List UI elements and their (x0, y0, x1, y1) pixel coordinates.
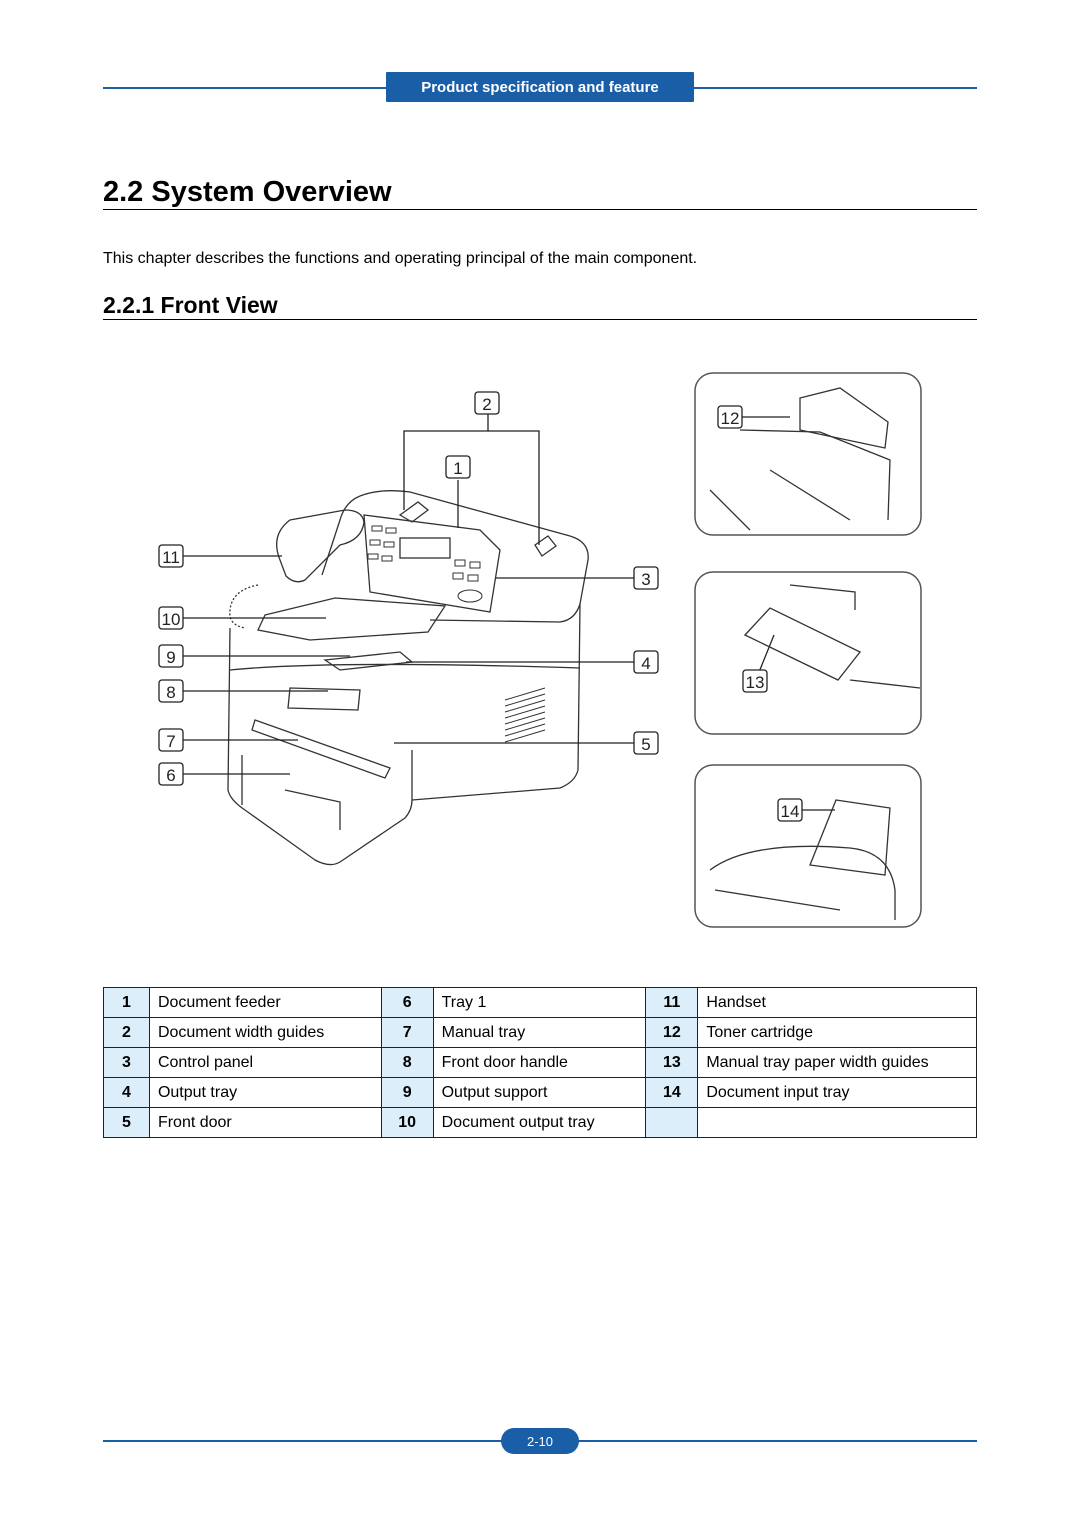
footer-rule-left (103, 1440, 502, 1442)
callout-6-label: 6 (166, 766, 176, 785)
legend-num: 11 (646, 988, 698, 1018)
legend-label: Front door (149, 1108, 381, 1138)
callout-1 (446, 456, 470, 478)
legend-label: Control panel (149, 1048, 381, 1078)
callout-13 (743, 670, 767, 692)
subsection-title-rule (103, 319, 977, 320)
legend-num: 13 (646, 1048, 698, 1078)
header-rule-right (693, 87, 977, 89)
callout-8 (159, 680, 183, 702)
legend-label: Tray 1 (433, 988, 646, 1018)
legend-num: 4 (104, 1078, 150, 1108)
legend-num: 14 (646, 1078, 698, 1108)
inset-toner-cartridge (695, 373, 921, 535)
legend-label: Output support (433, 1078, 646, 1108)
legend-num: 3 (104, 1048, 150, 1078)
legend-label: Handset (698, 988, 977, 1018)
callout-14 (778, 799, 802, 821)
table-row (104, 1108, 977, 1138)
callout-10-label: 10 (161, 610, 181, 629)
legend-label: Document width guides (149, 1018, 381, 1048)
legend-label: Toner cartridge (698, 1018, 977, 1048)
legend-label-empty (698, 1108, 977, 1138)
callout-5 (634, 732, 658, 754)
callout-7 (159, 729, 183, 751)
printer-drawing (228, 491, 588, 865)
page-number: 2-10 (501, 1428, 579, 1454)
legend-label: Document output tray (433, 1108, 646, 1138)
callout-3 (634, 567, 658, 589)
legend-num: 9 (381, 1078, 433, 1108)
table-row (104, 1078, 977, 1108)
callout-12 (718, 406, 742, 428)
callout-7-label: 7 (166, 732, 176, 751)
front-view-illustration (150, 370, 930, 930)
table-row (104, 1018, 977, 1048)
callout-2 (475, 392, 499, 414)
callout-1-label: 1 (453, 459, 463, 478)
legend-num: 12 (646, 1018, 698, 1048)
inset-document-input-tray (695, 765, 921, 927)
callout-10 (159, 607, 183, 629)
table-row (104, 1048, 977, 1078)
subsection-title: 2.2.1 Front View (103, 292, 278, 318)
section-title: 2.2 System Overview (103, 176, 392, 208)
header-tab: Product specification and feature (386, 72, 694, 102)
callout-9 (159, 645, 183, 667)
callout-5-label: 5 (641, 735, 651, 754)
legend-num: 8 (381, 1048, 433, 1078)
legend-num: 5 (104, 1108, 150, 1138)
legend-num: 6 (381, 988, 433, 1018)
table-row (104, 988, 977, 1018)
callout-11 (159, 545, 183, 567)
section-intro: This chapter describes the functions and operating principal of the main component. (103, 250, 698, 267)
legend-label: Manual tray paper width guides (698, 1048, 977, 1078)
legend-label: Document feeder (149, 988, 381, 1018)
callout-9-label: 9 (166, 648, 176, 667)
callout-2-label: 2 (482, 395, 492, 414)
callout-11-label: 11 (162, 548, 180, 567)
header-rule-left (103, 87, 387, 89)
inset-manual-tray-guides (695, 572, 921, 734)
callout-13-label: 13 (745, 673, 765, 692)
component-legend-table (103, 987, 977, 1138)
callout-3-label: 3 (641, 570, 651, 589)
legend-num: 1 (104, 988, 150, 1018)
callout-4-label: 4 (641, 654, 651, 673)
callout-14-label: 14 (780, 802, 800, 821)
legend-label: Document input tray (698, 1078, 977, 1108)
callout-6 (159, 763, 183, 785)
footer-rule-right (578, 1440, 977, 1442)
legend-num: 7 (381, 1018, 433, 1048)
callout-12-label: 12 (720, 409, 740, 428)
callout-4 (634, 651, 658, 673)
legend-num: 2 (104, 1018, 150, 1048)
legend-num-empty (646, 1108, 698, 1138)
callout-8-label: 8 (166, 683, 176, 702)
legend-label: Front door handle (433, 1048, 646, 1078)
legend-num: 10 (381, 1108, 433, 1138)
legend-label: Output tray (149, 1078, 381, 1108)
legend-label: Manual tray (433, 1018, 646, 1048)
section-title-rule (103, 209, 977, 210)
